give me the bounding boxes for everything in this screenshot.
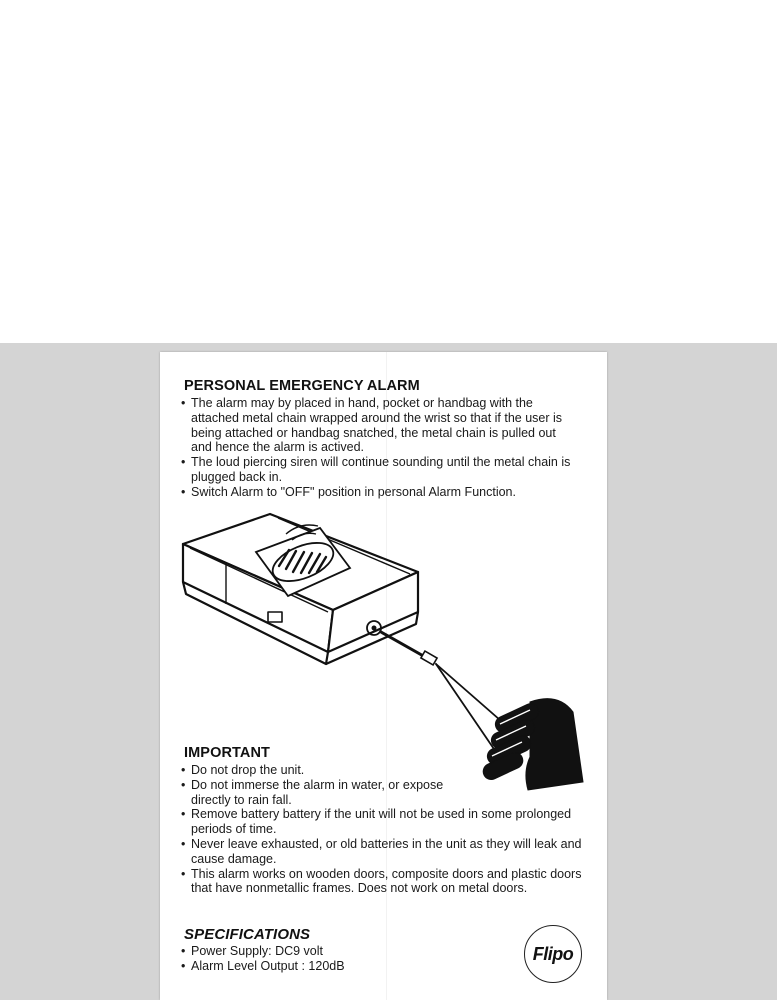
brand-logo-text: Flipo xyxy=(532,943,574,964)
important-bullet: • Remove battery battery if the unit will not be used in some prolonged periods of time. xyxy=(180,807,584,837)
brand-logo xyxy=(524,925,582,983)
instruction-sheet xyxy=(160,352,607,1000)
important-bullet: • This alarm works on wooden doors, composite doors and plastic doors that have nonmetallic frames. Does not work on metal doors. xyxy=(180,867,584,897)
important-bullet: • Do not drop the unit. xyxy=(180,763,584,778)
alarm-bullet: • Switch Alarm to "OFF" position in personal Alarm Function. xyxy=(180,485,580,500)
alarm-heading: PERSONAL EMERGENCY ALARM xyxy=(184,378,420,394)
important-bullet: • Do not immerse the alarm in water, or expose directly to rain fall. xyxy=(180,778,469,808)
spec-item: • Alarm Level Output : 120dB xyxy=(180,959,480,974)
alarm-bullet-list xyxy=(180,396,580,500)
spec-item: • Power Supply: DC9 volt xyxy=(180,944,480,959)
specifications-heading: SPECIFICATIONS xyxy=(184,926,311,943)
alarm-bullet: • The alarm may by placed in hand, pocket or handbag with the attached metal chain wrapped around the wrist so that if the user is being attached or handbag snatched, the metal chain is pulled out and hence the alarm is actived. xyxy=(180,396,580,455)
important-bullet: • Never leave exhausted, or old batteries in the unit as they will leak and cause damage. xyxy=(180,837,584,867)
specifications-list xyxy=(180,944,480,974)
important-bullet-list xyxy=(180,763,584,896)
alarm-bullet: • The loud piercing siren will continue sounding until the metal chain is plugged back in. xyxy=(180,455,580,485)
important-heading: IMPORTANT xyxy=(184,745,271,761)
